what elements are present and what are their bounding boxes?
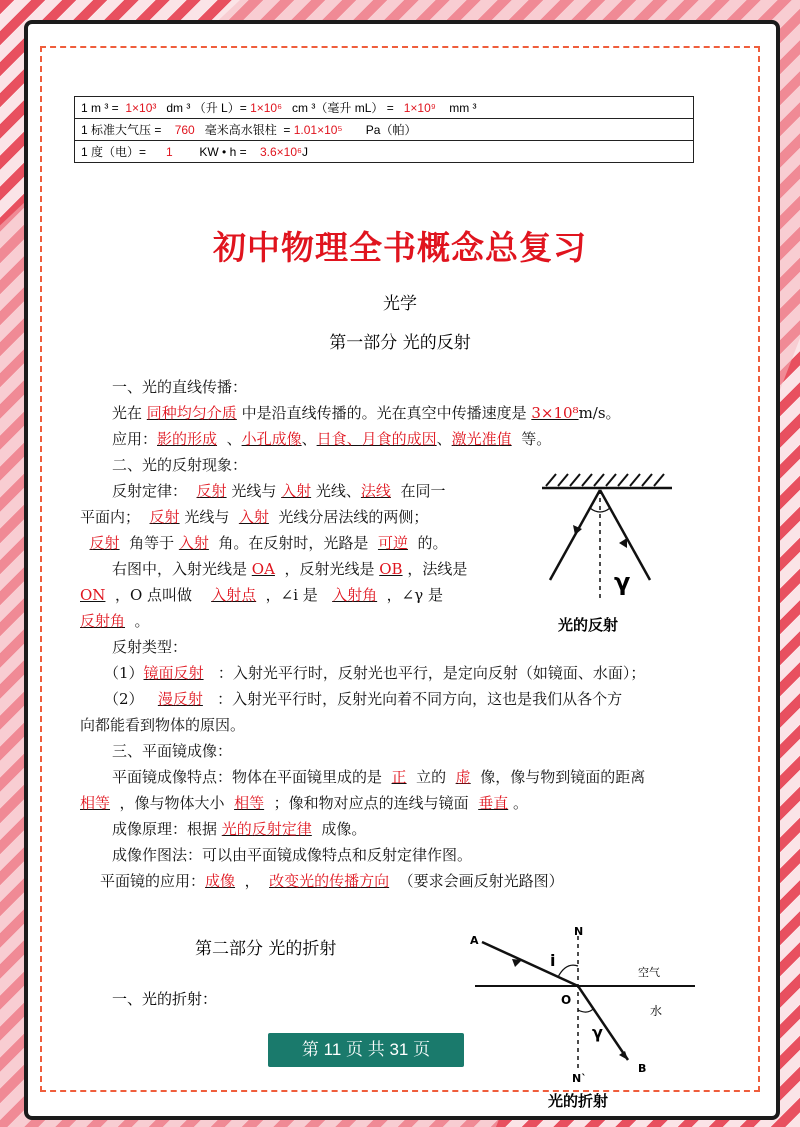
incident-angle-arc (558, 965, 578, 977)
content-line (80, 868, 685, 894)
text-run: ；像和物对应点的连线与镜面 (264, 794, 479, 812)
answer-blank: 入射点 (211, 586, 257, 604)
text-run: ， (235, 872, 270, 890)
content-line (80, 816, 685, 842)
text-run: 成像作图法：可以由平面镜成像特点和反射定律作图。 (112, 846, 473, 864)
answer-blank: 改变光的传播方向 (269, 872, 390, 890)
answer-blank: 反射 (149, 508, 180, 526)
text-run: 中是沿直线传播的。光在真空中传播速度是 (236, 404, 532, 422)
text-run: （1） (104, 664, 144, 682)
unit-cell (75, 141, 694, 163)
reflection-angle-label: γ (614, 568, 631, 596)
label-i: i (550, 951, 556, 970)
content-line (80, 478, 480, 504)
text-run: 角。在反射时，光路是 (208, 534, 378, 552)
text-run: 平面镜成像特点：物体在平面镜里成的是 (112, 768, 392, 786)
text-run: ，∠γ 是 (377, 586, 443, 604)
answer-blank: ON (80, 586, 106, 604)
text-run: 三、平面镜成像： (112, 742, 233, 760)
text-run: 反射类型： (112, 638, 188, 656)
text-run: ：入射光平行时，反射光也平行，是定向反射（如镜面、水面）； (203, 664, 646, 682)
content-line (80, 634, 685, 660)
content-line (80, 374, 685, 400)
main-title: 初中物理全书概念总复习 (213, 228, 587, 267)
answer-blank: OA (251, 560, 275, 578)
unit-cell (75, 119, 694, 141)
text-run: 像，像与物到镜面的距离 (470, 768, 646, 786)
text-run: 、 (436, 430, 452, 448)
answer-blank: 镜面反射 (143, 664, 204, 682)
unit-value: 1 (166, 145, 173, 159)
reflected-ray (600, 490, 650, 580)
refracted-arrow (619, 1051, 628, 1060)
unit-value: 1×10⁹ (403, 101, 436, 115)
answer-blank: 相等 (80, 794, 111, 812)
text-run: 成像。 (311, 820, 367, 838)
reflection-caption: 光的反射 (558, 617, 619, 634)
refraction-heading: 一、光的折射： (112, 990, 218, 1008)
text-run: ：入射光平行时，反射光向着不同方向，这也是我们从各个方 (202, 690, 623, 708)
content-line (80, 426, 685, 452)
content-line (80, 686, 685, 712)
unit-value: 3.6×10⁶ (259, 145, 302, 159)
unit-cell (75, 97, 694, 119)
answer-blank: 成像 (205, 872, 236, 890)
answer-blank: 影的形成 (157, 430, 218, 448)
text-run: m/s。 (578, 404, 621, 422)
text-run: 平面镜的应用： (100, 872, 206, 890)
answer-blank: 反射 (196, 482, 227, 500)
text-run: 立的 (406, 768, 456, 786)
unit-row (75, 141, 694, 163)
text-run: 在同一 (390, 482, 446, 500)
unit-value: 1×10⁶ (250, 101, 283, 115)
content-line (80, 608, 480, 634)
content-line (80, 556, 480, 582)
answer-blank: 3×10⁸ (531, 404, 579, 422)
content-line (80, 400, 685, 426)
page-number-badge: 第 11 页 共 31 页 (268, 1033, 464, 1067)
label-n: N (574, 925, 584, 938)
content-line (80, 582, 480, 608)
unit-text: dm ³ （升 L）= (156, 101, 251, 115)
answer-blank: 可逆 (377, 534, 408, 552)
content-line (80, 504, 480, 530)
unit-text: 1 m ³ = (81, 101, 126, 115)
text-run: 。 (508, 794, 528, 812)
answer-blank: OB (379, 560, 403, 578)
reflected-arrow (619, 538, 627, 548)
answer-blank: 入射 (238, 508, 269, 526)
unit-text: 1 标准大气压 = (81, 123, 175, 137)
text-run: 光线、 (311, 482, 361, 500)
part-title-refraction: 第二部分 光的折射 (195, 939, 337, 959)
unit-text: mm ³ (435, 101, 477, 115)
text-run: 角等于 (119, 534, 179, 552)
text-run: （2） (104, 690, 158, 708)
unit-text: KW • h = (172, 145, 260, 159)
text-run: 等。 (511, 430, 552, 448)
unit-text: 毫米高水银柱 = (194, 123, 294, 137)
label-gamma: γ (592, 1023, 603, 1042)
text-run: 成像原理：根据 (112, 820, 222, 838)
unit-value: 760 (174, 123, 195, 137)
answer-blank: 光的反射定律 (221, 820, 312, 838)
label-n-prime: N` (572, 1072, 587, 1085)
content-line (80, 712, 685, 738)
unit-row (75, 119, 694, 141)
answer-blank: 入射 (281, 482, 312, 500)
answer-blank: 反射角 (80, 612, 126, 630)
label-o: O (561, 993, 572, 1007)
text-run: 一、光的直线传播： (112, 378, 248, 396)
text-run: ，∠i 是 (256, 586, 333, 604)
text-run: 光线分居法线的两侧； (268, 508, 429, 526)
incident-ray (482, 942, 578, 986)
content-line (80, 764, 685, 790)
answer-blank: 漫反射 (157, 690, 203, 708)
content-line (80, 842, 685, 868)
refracted-ray (578, 986, 628, 1060)
text-run: 光线与 (226, 482, 282, 500)
unit-conversion-table (74, 96, 694, 163)
answer-blank: 相等 (234, 794, 265, 812)
text-run: （要求会画反射光路图） (389, 872, 564, 890)
answer-blank: 激光准值 (451, 430, 512, 448)
text-run: 右图中，入射光线是 (112, 560, 252, 578)
text-run: 二、光的反射现象： (112, 456, 248, 474)
content-line (80, 790, 685, 816)
reflection-diagram (532, 470, 682, 598)
text-run: ，法线是 (402, 560, 468, 578)
answer-blank: 小孔成像 (241, 430, 302, 448)
refraction-caption: 光的折射 (548, 1093, 609, 1110)
label-water: 水 (650, 1004, 663, 1018)
text-run: 、 (301, 430, 317, 448)
text-run: 。 (125, 612, 150, 630)
answer-blank: 日食、月食的成因 (316, 430, 437, 448)
unit-row (75, 97, 694, 119)
answer-blank: 虚 (455, 768, 471, 786)
unit-text: 1 度（电）= (81, 145, 167, 159)
text-run: 应用： (112, 430, 158, 448)
unit-text: Pa（帕） (342, 123, 417, 137)
unit-text: J (301, 145, 308, 159)
answer-blank: 入射角 (332, 586, 378, 604)
answer-blank: 垂直 (478, 794, 509, 812)
unit-text: cm ³（毫升 mL） = (282, 101, 404, 115)
content-line (80, 660, 685, 686)
label-a: A (470, 934, 479, 947)
answer-blank: 入射 (178, 534, 209, 552)
label-b: B (638, 1062, 647, 1075)
answer-blank: 同种均匀介质 (146, 404, 237, 422)
text-run: 光线与 (179, 508, 239, 526)
text-run: 光在 (112, 404, 147, 422)
unit-value: 1×10³ (125, 101, 157, 115)
text-run: ，O 点叫做 (105, 586, 212, 604)
refraction-diagram (460, 920, 700, 1090)
text-run: 平面内； (80, 508, 150, 526)
text-run: 反射定律： (112, 482, 197, 500)
part-title-reflection: 第一部分 光的反射 (329, 333, 471, 353)
incident-arrow (512, 959, 522, 967)
text-run: ，反射光线是 (274, 560, 380, 578)
section-title: 光学 (383, 294, 417, 314)
text-run: 、 (217, 430, 242, 448)
answer-blank: 正 (391, 768, 407, 786)
content-line (80, 738, 685, 764)
unit-value: 1.01×10⁵ (293, 123, 343, 137)
answer-blank: 反射 (89, 534, 120, 552)
text-run: 向都能看到物体的原因。 (80, 716, 246, 734)
answer-blank: 法线 (360, 482, 391, 500)
label-air: 空气 (638, 966, 660, 979)
refraction-angle-arc (578, 1008, 594, 1012)
text-run: 的。 (407, 534, 448, 552)
text-run: ，像与物体大小 (110, 794, 235, 812)
text-run (80, 534, 90, 552)
mirror-surface (542, 474, 672, 488)
content-line (80, 530, 480, 556)
